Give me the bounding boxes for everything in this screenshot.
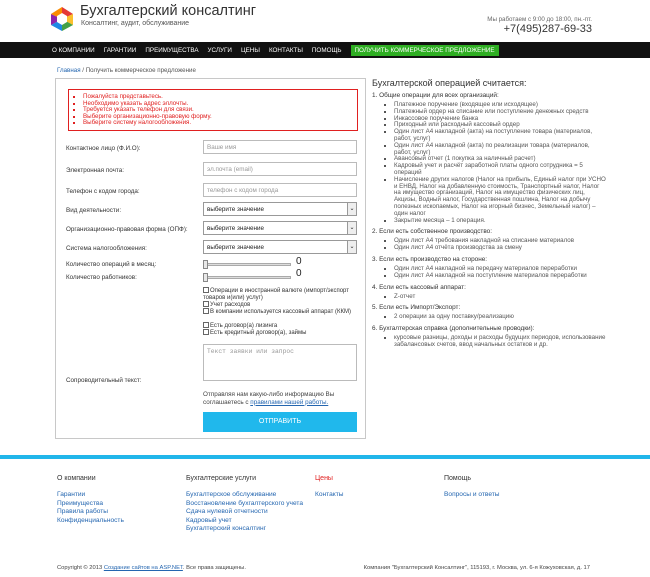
opf-select[interactable]	[203, 221, 357, 235]
copyright	[57, 565, 246, 571]
opf-select-value: выберите значение	[207, 225, 265, 232]
info-list-item: ▪ Один лист А4 отчёта производства за смену	[394, 245, 607, 252]
info-list-item: ▪ Один лист А4 накладной на поступление материалов переработки	[394, 273, 607, 280]
checkbox-cash-register[interactable]	[203, 308, 361, 316]
offer-form	[55, 78, 366, 439]
footer-link[interactable]: Правила работы	[57, 508, 108, 515]
footer-link[interactable]: Восстановление бухгалтерского учета	[186, 499, 304, 507]
message-label: Сопроводительный текст:	[66, 377, 142, 384]
info-list-item: ▪ Z-отчет	[394, 294, 607, 301]
main-nav	[0, 42, 650, 58]
error-summary	[68, 89, 358, 131]
email-label: Электронная почта:	[66, 167, 124, 174]
info-list-item: ▪ Начисление других налогов (Налог на прибыль, Единый налог при УСНО и ЕНВД, Налог на добавленную стоимость, Транспортный налог, Налог на имущество организаций, Налог на имущество физических лиц, Акцизы, Водный налог, Государственная пошлина, Налог на добычу полезных ископаемых, Налог на игорный бизнес, Земельный налог) – один налог	[394, 177, 607, 218]
info-panel	[372, 78, 607, 349]
footer-link[interactable]: Сдача нулевой отчетности	[186, 508, 268, 515]
message-textarea[interactable]: Текст заявки или запрос	[203, 344, 357, 381]
logo-icon[interactable]	[50, 6, 74, 32]
company-address: Компания "Бухгалтерский Консалтинг", 115193, г. Москва, ул. 6-я Кожуховская, д. 17	[363, 565, 590, 571]
info-section-list	[394, 238, 607, 252]
nav-item-contacts[interactable]: КОНТАКТЫ	[268, 46, 303, 54]
info-list-item: ▪ 2 операции за одну поставку/реализацию	[394, 314, 607, 321]
info-section-list	[394, 314, 607, 321]
submit-button[interactable]: ОТПРАВИТЬ	[203, 412, 357, 432]
checkbox-label: Есть кредитный договор(а), займы	[210, 330, 307, 336]
footer-link[interactable]: Преимущества	[57, 499, 104, 507]
header	[0, 0, 650, 42]
chevron-down-icon[interactable]: ⌄	[347, 222, 356, 234]
footer-link[interactable]: Контакты	[315, 491, 344, 498]
workers-slider[interactable]	[203, 276, 291, 279]
operations-label: Количество операций в месяц:	[66, 261, 157, 268]
brand-subtitle: Консалтинг, аудит, обслуживание	[81, 20, 190, 27]
info-list-item: ▪ Один лист А4 требования накладной на списание материалов	[394, 238, 607, 245]
chevron-down-icon[interactable]: ⌄	[347, 241, 356, 253]
footer-heading[interactable]: Помощь	[444, 475, 472, 482]
tax-select[interactable]	[203, 240, 357, 254]
footer-link[interactable]: Бухгалтерское обслуживание	[186, 491, 277, 498]
contact-label: Контактное лицо (Ф.И.О):	[66, 145, 141, 152]
footer-heading[interactable]: Бухгалтерские услуги	[186, 475, 257, 482]
activity-select-value: выберите значение	[207, 206, 265, 213]
footer-link[interactable]: Бухгалтерский консалтинг	[186, 525, 267, 532]
info-section-title: 5. Если есть Импорт/Экспорт:	[372, 304, 461, 312]
info-sections	[372, 92, 607, 349]
error-item: ▪ Выберите организационно-правовую форму.	[83, 114, 357, 121]
tax-select-value: выберите значение	[207, 244, 265, 251]
breadcrumb-separator: /	[80, 67, 86, 74]
info-list-item: ▪ Один лист А4 накладной на передачу материалов переработки	[394, 266, 607, 273]
tax-label: Система налогообложения:	[66, 245, 147, 252]
nav-item-services[interactable]: УСЛУГИ	[207, 46, 232, 54]
checkbox-box[interactable]	[203, 329, 209, 335]
footer-heading[interactable]: О компании	[57, 475, 96, 482]
info-section-title: 6. Бухгалтерская справка (дополнительные проводки):	[372, 325, 535, 333]
footer-col-services	[186, 475, 303, 534]
chevron-down-icon[interactable]: ⌄	[347, 203, 356, 215]
email-input[interactable]: эл.почта (email)	[203, 162, 357, 176]
operations-slider[interactable]	[203, 263, 291, 266]
nav-item-guarantees[interactable]: ГАРАНТИИ	[103, 46, 137, 54]
consent-text	[203, 391, 359, 406]
brand-title[interactable]: Бухгалтерский консалтинг	[80, 3, 257, 19]
error-item: ▪ Необходимо указать адрес эллочты.	[83, 101, 357, 108]
nav-item-about[interactable]: О КОМПАНИИ	[52, 46, 95, 54]
nav-item-prices[interactable]: ЦЕНЫ	[240, 46, 260, 54]
info-list-item: ▪ Инкассовое поручение банка	[394, 116, 607, 123]
nav-cta-offer[interactable]: ПОЛУЧИТЬ КОММЕРЧЕСКОЕ ПРЕДЛОЖЕНИЕ	[351, 45, 499, 56]
nav-item-advantages[interactable]: ПРЕИМУЩЕСТВА	[145, 46, 199, 54]
consent-prefix: Отправляя нам какую-либо информацию Вы соглашаетесь с	[203, 391, 335, 406]
info-section-list	[394, 294, 607, 301]
footer-link[interactable]: Вопросы и ответы	[444, 491, 500, 498]
phone-number: +7(495)287-69-33	[503, 23, 592, 35]
activity-select[interactable]	[203, 202, 357, 216]
info-list-item: ▪ курсовые разницы, доходы и расходы будущих периодов, использование забалансовых счетов, ввод начальных остатков и др.	[394, 335, 607, 349]
checkbox-foreign-currency[interactable]	[203, 287, 361, 301]
copyright-prefix: Copyright © 2013	[57, 565, 104, 571]
info-section-title: 2. Если есть собственное производство:	[372, 228, 493, 236]
info-list-item: ▪ Закрытие месяца – 1 операция.	[394, 218, 607, 225]
info-title: Бухгалтерской операцией считается:	[372, 78, 527, 88]
phone-label: Телефон с кодом города:	[66, 188, 140, 195]
footer-col-prices	[315, 475, 343, 500]
info-section-list	[394, 266, 607, 280]
error-item: ▪ Требуется указать телефон для связи.	[83, 107, 357, 114]
nav-item-help[interactable]: ПОМОЩЬ	[311, 46, 342, 54]
breadcrumb-home[interactable]: Главная	[57, 67, 81, 74]
info-section-list	[394, 335, 607, 349]
checkbox-label: Есть договор(а) лизинга	[210, 323, 278, 329]
footer-heading[interactable]: Цены	[315, 475, 333, 482]
footer-col-help	[444, 475, 500, 500]
footer-link[interactable]: Кадровый учет	[186, 516, 232, 524]
checkbox-box[interactable]	[203, 287, 209, 293]
rules-link[interactable]: правилами нашей работы.	[250, 398, 329, 406]
footer	[0, 459, 650, 577]
workers-label: Количество работников:	[66, 274, 137, 281]
info-list-item: ▪ Один лист А4 накладной (акта) на поступление товара (материалов, работ, услуг)	[394, 129, 607, 143]
info-list-item: ▪ Кадровый учет и расчёт заработной платы одного сотрудника = 5 операций	[394, 163, 607, 177]
breadcrumb	[57, 67, 196, 74]
footer-link[interactable]: Гарантии	[57, 491, 86, 498]
copyright-suffix: . Все права защищены.	[182, 565, 246, 571]
info-section-title: 4. Если есть кассовый аппарат:	[372, 283, 466, 291]
breadcrumb-current: Получить коммерческое предложение	[85, 67, 196, 74]
operations-value: 0	[296, 256, 302, 267]
contact-name-input[interactable]: Ваше имя	[203, 140, 357, 154]
checkbox-label: Учет расходов	[210, 302, 251, 308]
checkbox-box[interactable]	[203, 301, 209, 307]
info-section-title: 3. Если есть производство на стороне:	[372, 255, 488, 263]
checkbox-box[interactable]	[203, 308, 209, 314]
footer-col-about	[57, 475, 124, 525]
info-section-title: 1. Общие операции для всех организаций:	[372, 92, 499, 99]
footer-link[interactable]: Конфиденциальность	[57, 516, 124, 524]
info-section-list	[394, 102, 607, 224]
opf-label: Организационно-правовая форма (ОПФ):	[66, 226, 188, 233]
info-list-item: ▪ Один лист А4 накладной (акта) по реализации товара (материалов, работ, услуг)	[394, 143, 607, 157]
workers-value: 0	[296, 268, 302, 279]
copyright-link[interactable]: Создание сайтов на ASP.NET	[103, 565, 183, 571]
working-hours: Мы работаем с 9:00 до 18:00, пн.-пт.	[487, 16, 592, 23]
slider-handle[interactable]	[203, 260, 208, 269]
checkbox-label: Операции в иностранной валюте (импорт/экспорт товаров и(или) услуг)	[203, 288, 349, 301]
slider-handle[interactable]	[203, 273, 208, 282]
info-list-item: ▪ Платежное поручение (входящее или исходящее)	[394, 102, 607, 109]
info-list-item: ▪ Авансовый отчет (1 покупка за наличный расчет)	[394, 156, 607, 163]
checkbox-loans[interactable]	[203, 329, 361, 337]
checkbox-label: В компании используется кассовый аппарат (ККМ)	[210, 309, 352, 315]
info-list-item: ▪ Платежный ордер на списание или поступление денежных средств	[394, 109, 607, 116]
info-list-item: ▪ Приходный или расходный кассовый ордер	[394, 122, 607, 129]
checkbox-box[interactable]	[203, 322, 209, 328]
error-item: ▪ Выберите систему налогообложения.	[83, 120, 357, 127]
activity-label: Вид деятельности:	[66, 207, 122, 214]
phone-input[interactable]: телефон с кодом города	[203, 183, 357, 197]
error-item: ▪ Пожалуйста представьтесь.	[83, 94, 357, 101]
